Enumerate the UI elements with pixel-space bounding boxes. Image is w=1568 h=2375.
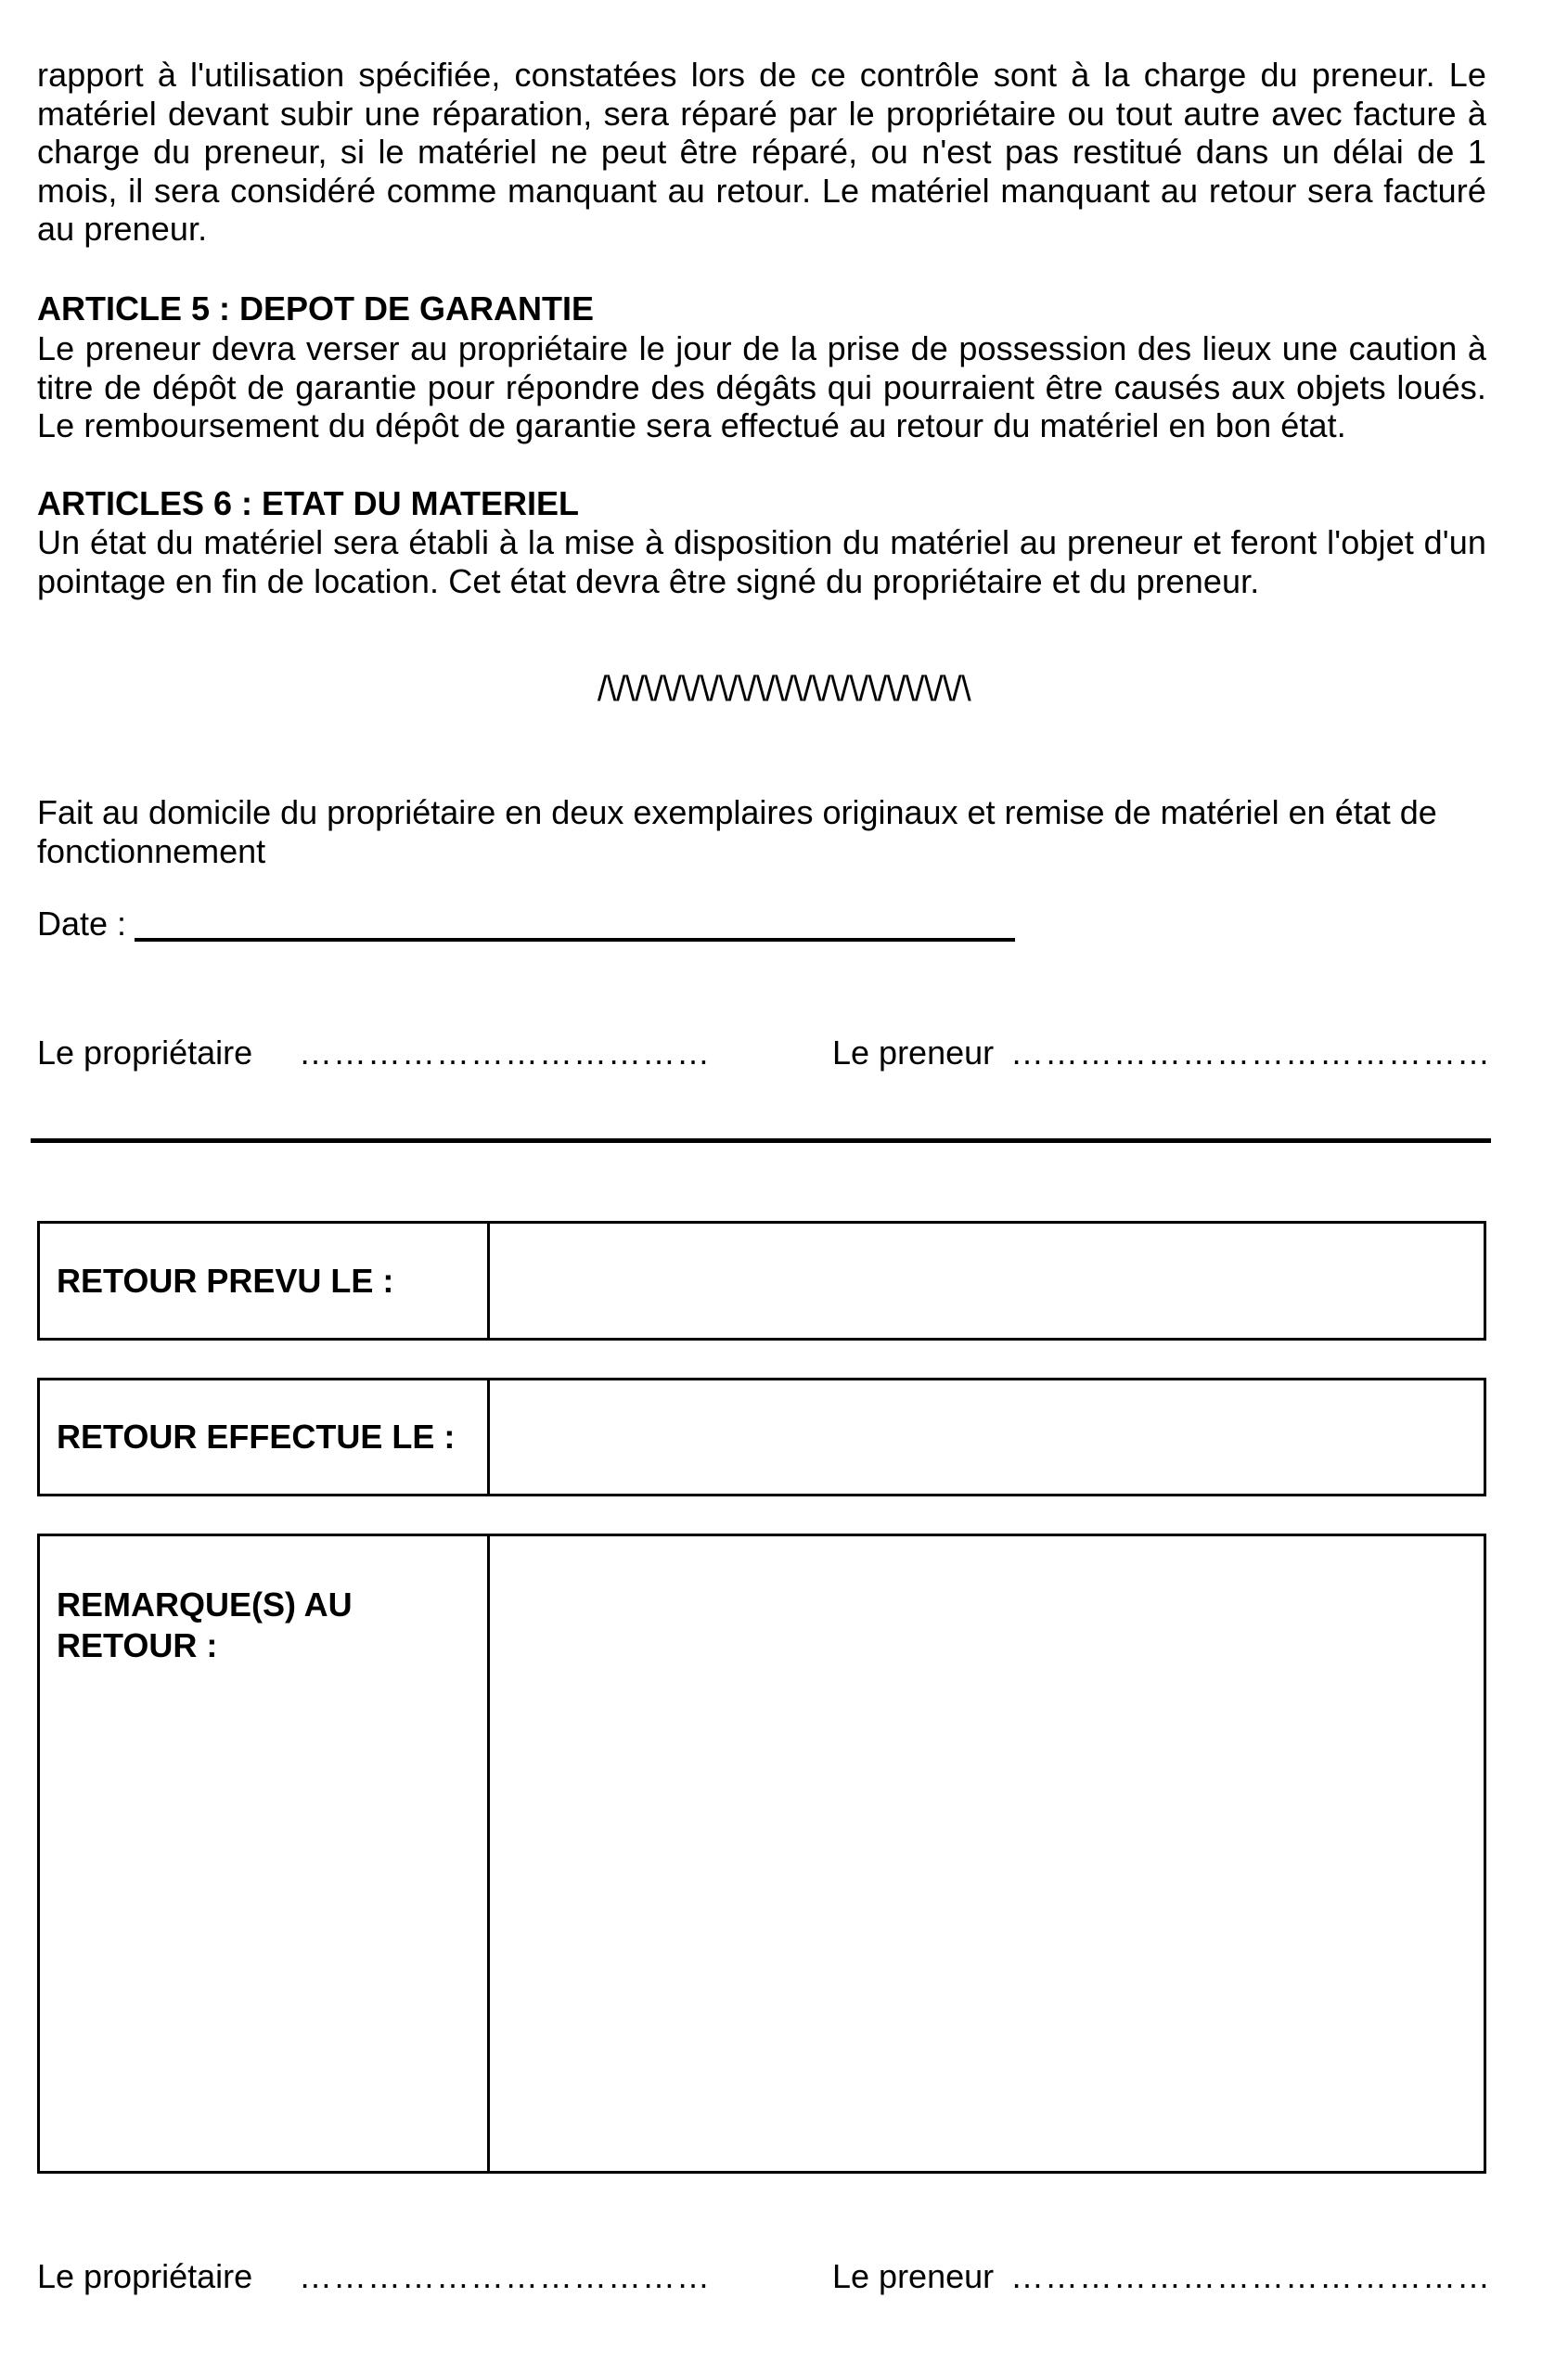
return-planned-label: RETOUR PREVU LE :	[57, 1261, 394, 1300]
remarks-label-line1: REMARQUE(S) AU	[57, 1585, 353, 1624]
article5-heading: ARTICLE 5 : DEPOT DE GARANTIE	[37, 289, 595, 327]
remarks-box	[37, 1534, 1486, 2174]
zigzag-separator: /\/\/\/\/\/\/\/\/\/\/\/\/\/\/\/\/\/\/\/\	[597, 670, 971, 709]
article6-heading: ARTICLES 6 : ETAT DU MATERIEL	[37, 484, 579, 522]
closing-statement: Fait au domicile du propriétaire en deux exemplaires originaux et remise de matériel en état de fonctionnement	[37, 793, 1437, 870]
date-label: Date :	[37, 905, 127, 943]
date-fill-line	[135, 938, 1015, 942]
tenant-signature-dots: ……………………………………	[1010, 1033, 1491, 1072]
remarks-label-cell	[40, 1536, 490, 2171]
owner-signature-label: Le propriétaire	[37, 2257, 253, 2295]
article6-body: Un état du matériel sera établi à la mise à disposition du matériel au preneur et feront l'objet d'un pointage en fin de location. Cet état devra être signé du propriétaire et du preneur.	[37, 523, 1486, 600]
return-planned-value-cell	[490, 1224, 1484, 1338]
signature-row-bottom	[37, 2257, 1491, 2300]
owner-signature-dots: ………………………………	[299, 2257, 711, 2295]
owner-signature-dots: ………………………………	[299, 1033, 711, 1072]
owner-signature-label: Le propriétaire	[37, 1033, 253, 1072]
article5-body: Le preneur devra verser au propriétaire le jour de la prise de possession des lieux une caution à titre de dépôt de garantie pour répondre des dégâts qui pourraient être causés aux objets loués. Le remboursement du dépôt de garantie sera effectué au retour du matériel en bon état.	[37, 329, 1486, 444]
section-divider-rule	[31, 1138, 1491, 1143]
paragraph-repairs: rapport à l'utilisation spécifiée, constatées lors de ce contrôle sont à la charge du preneur. Le matériel devant subir une réparation, sera réparé par le propriétaire ou tout autre avec facture à charge du preneur, si le matériel ne peut être réparé, ou n'est pas restitué dans un délai de 1 mois, il sera considéré comme manquant au retour. Le matériel manquant au retour sera facturé au preneur.	[37, 56, 1486, 248]
tenant-signature-label: Le preneur	[832, 2257, 995, 2295]
return-done-label: RETOUR EFFECTUE LE :	[57, 1418, 456, 1456]
tenant-signature-dots: ……………………………………	[1010, 2257, 1491, 2295]
signature-row-top	[37, 1033, 1491, 1076]
tenant-signature-label: Le preneur	[832, 1033, 995, 1072]
remarks-value-cell	[490, 1536, 1484, 2171]
return-planned-label-cell	[40, 1224, 490, 1338]
return-done-label-cell	[40, 1380, 490, 1494]
return-done-box	[37, 1378, 1486, 1496]
remarks-label-line2: RETOUR :	[57, 1626, 218, 1664]
return-done-value-cell	[490, 1380, 1484, 1494]
return-planned-box	[37, 1221, 1486, 1341]
